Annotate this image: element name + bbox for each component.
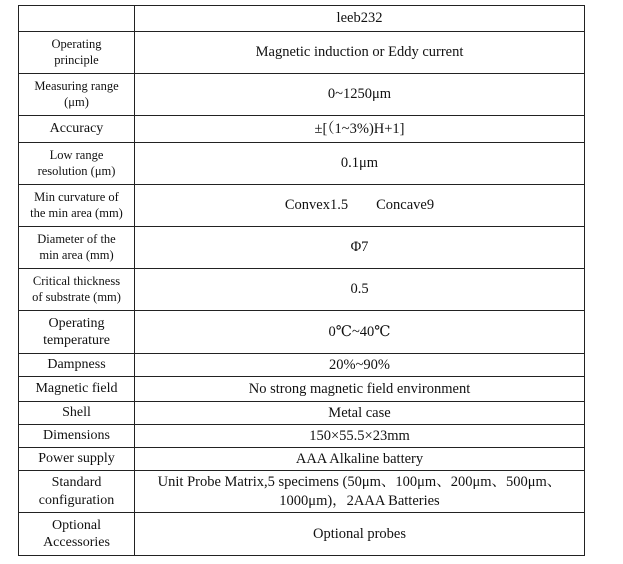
power-value: AAA Alkaline battery <box>135 448 585 471</box>
dampness-value: 20%~90% <box>135 354 585 377</box>
magnetic-value: No strong magnetic field environment <box>135 377 585 402</box>
principle-label-line1: Operating <box>51 36 102 51</box>
table-row-standard <box>19 471 585 513</box>
table-row-resolution <box>19 143 585 185</box>
table-row-thickness <box>19 269 585 311</box>
spec-table <box>18 5 585 556</box>
diameter-value: Φ7 <box>135 227 585 269</box>
range-label <box>19 74 135 116</box>
table-row-optional <box>19 513 585 556</box>
header-blank-cell <box>19 6 135 32</box>
table-row-temperature <box>19 311 585 354</box>
table-row-power <box>19 448 585 471</box>
thickness-label-line2: of substrate (mm) <box>32 289 121 304</box>
temperature-label-line2: temperature <box>43 333 110 348</box>
dimensions-value: 150×55.5×23mm <box>135 425 585 448</box>
principle-label-line2: principle <box>54 52 99 67</box>
thickness-value: 0.5 <box>135 269 585 311</box>
resolution-value: 0.1μm <box>135 143 585 185</box>
resolution-label-line2: resolution (μm) <box>37 163 116 178</box>
range-value: 0~1250μm <box>135 74 585 116</box>
thickness-label <box>19 269 135 311</box>
optional-label-line1: Optional <box>52 517 101 533</box>
table-row-dimensions <box>19 425 585 448</box>
standard-value-line1: Unit Probe Matrix,5 specimens (50μm、100μm、200μm、500μm、 <box>157 474 562 491</box>
principle-label <box>19 32 135 74</box>
accuracy-label: Accuracy <box>19 116 135 143</box>
thickness-label-line1: Critical thickness <box>32 273 121 288</box>
table-row-principle <box>19 32 585 74</box>
table-row-magnetic <box>19 377 585 402</box>
standard-value-line2: 1000μm)，2AAA Batteries <box>279 492 440 509</box>
table-row-shell <box>19 402 585 425</box>
shell-label: Shell <box>19 402 135 425</box>
temperature-value: 0℃~40℃ <box>135 311 585 354</box>
optional-value: Optional probes <box>135 513 585 556</box>
table-row-dampness <box>19 354 585 377</box>
curvature-value <box>135 185 585 227</box>
diameter-label-line2: min area (mm) <box>39 247 114 262</box>
optional-label-line2: Accessories <box>43 535 110 550</box>
range-label-line2: (μm) <box>64 94 89 109</box>
curvature-concave: Concave9 <box>376 197 435 214</box>
power-label: Power supply <box>19 448 135 471</box>
principle-value: Magnetic induction or Eddy current <box>135 32 585 74</box>
magnetic-label: Magnetic field <box>19 377 135 402</box>
curvature-label-line1: Min curvature of <box>34 189 119 204</box>
resolution-label <box>19 143 135 185</box>
optional-label <box>19 513 135 556</box>
dimensions-label: Dimensions <box>19 425 135 448</box>
table-row-curvature <box>19 185 585 227</box>
standard-value <box>135 471 585 513</box>
temperature-label-line1: Operating <box>48 315 105 331</box>
table-row-model <box>19 6 585 32</box>
standard-label <box>19 471 135 513</box>
table-row-range <box>19 74 585 116</box>
temperature-label <box>19 311 135 354</box>
diameter-label-line1: Diameter of the <box>37 231 116 246</box>
accuracy-value: ±[（1~3%)H+1] <box>135 116 585 143</box>
model-name: leeb232 <box>135 6 585 32</box>
diameter-label <box>19 227 135 269</box>
shell-value: Metal case <box>135 402 585 425</box>
dampness-label: Dampness <box>19 354 135 377</box>
standard-label-line1: Standard <box>51 475 102 490</box>
table-row-diameter <box>19 227 585 269</box>
table-row-accuracy <box>19 116 585 143</box>
curvature-label <box>19 185 135 227</box>
range-label-line1: Measuring range <box>34 78 119 93</box>
standard-label-line2: configuration <box>38 492 115 508</box>
curvature-label-line2: the min area (mm) <box>30 205 123 220</box>
curvature-convex: Convex1.5 <box>284 197 349 214</box>
resolution-label-line1: Low range <box>49 147 104 162</box>
